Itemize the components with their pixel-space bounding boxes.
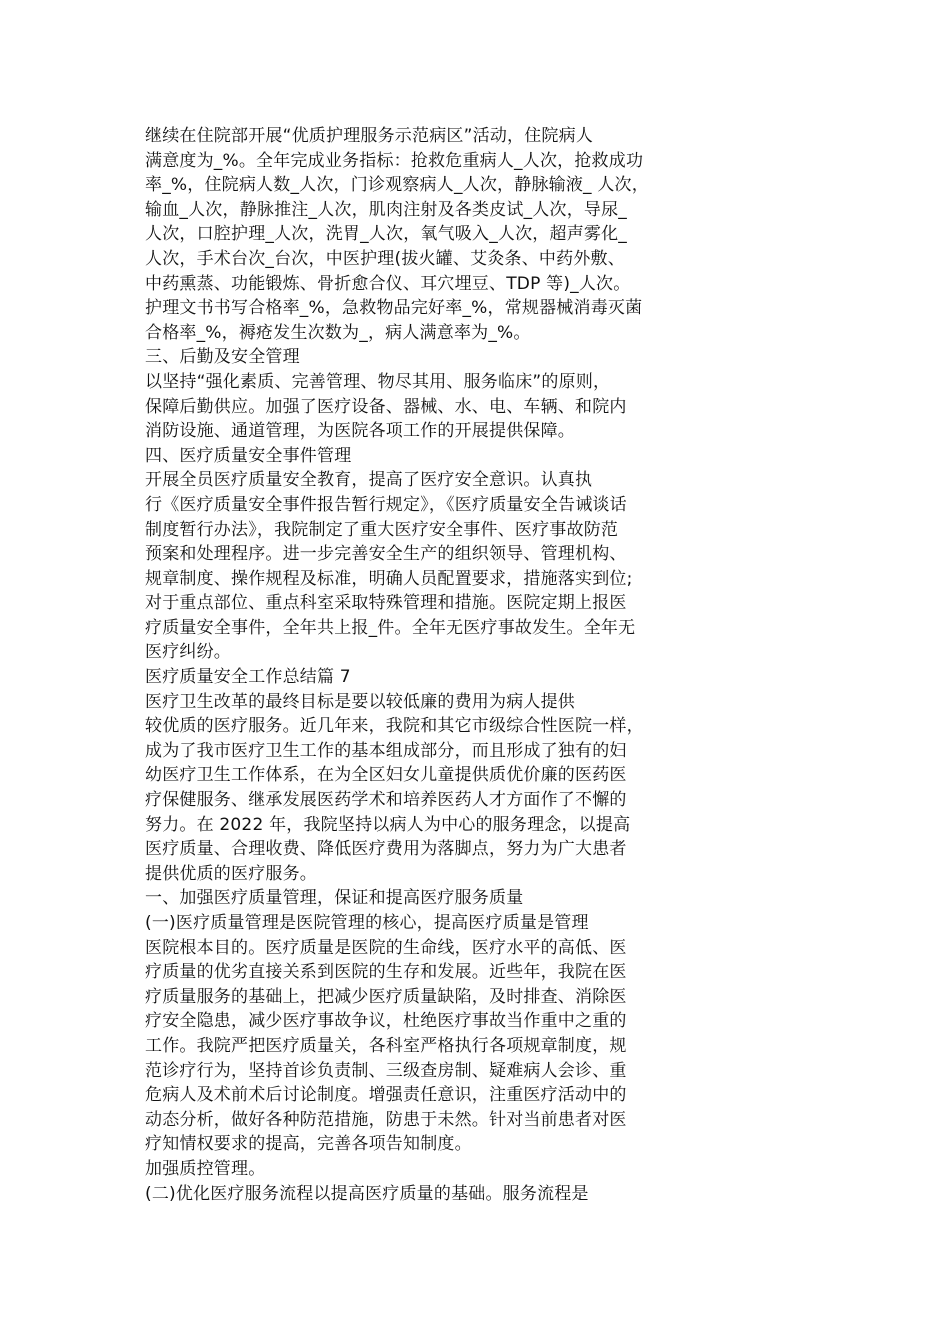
text-line: 对于重点部位、重点科室采取特殊管理和措施。医院定期上报医 (145, 593, 627, 614)
text-line: 中药熏蒸、功能锻炼、骨折愈合仪、耳穴埋豆、TDP 等)_人次。 (145, 273, 631, 294)
text-line: 护理文书书写合格率_%，急救物品完好率_%，常规器械消毒灭菌 (145, 298, 643, 319)
text-line: 保障后勤供应。加强了医疗设备、器械、水、电、车辆、和院内 (145, 396, 627, 417)
text-line: 人次，手术台次_台次，中医护理(拔火罐、艾灸条、中药外敷、 (145, 248, 625, 269)
text-line: 医疗质量、合理收费、降低医疗费用为落脚点，努力为广大患者 (145, 839, 627, 860)
text-line: 满意度为_%。全年完成业务指标：抢救危重病人_人次，抢救成功 (145, 150, 644, 171)
text-line: 率_%，住院病人数_人次，门诊观察病人_人次，静脉输液_ 人次， (145, 175, 649, 196)
text-line: 人次，口腔护理_人次，洗胃_人次，氧气吸入_人次，超声雾化_ (145, 224, 627, 245)
text-line: 规章制度、操作规程及标准，明确人员配置要求，措施落实到位; (145, 568, 633, 589)
text-line: 成为了我市医疗卫生工作的基本组成部分，而且形成了独有的妇 (145, 740, 627, 761)
text-line: (二)优化医疗服务流程以提高医疗质量的基础。服务流程是 (145, 1183, 589, 1204)
text-line: 开展全员医疗质量安全教育，提高了医疗安全意识。认真执 (145, 470, 593, 491)
text-line: 疗保健服务、继承发展医药学术和培养医药人才方面作了不懈的 (145, 790, 627, 811)
text-line: 幼医疗卫生工作体系，在为全区妇女儿童提供质优价廉的医药医 (145, 765, 627, 786)
article-title: 医疗质量安全工作总结篇 7 (145, 667, 351, 688)
text-line: 医疗卫生改革的最终目标是要以较低廉的费用为病人提供 (145, 691, 575, 712)
section-heading: 一、加强医疗质量管理，保证和提高医疗服务质量 (145, 888, 524, 909)
section-heading: 三、后勤及安全管理 (145, 347, 300, 368)
text-line: 输血_人次，静脉推注_人次，肌肉注射及各类皮试_人次，导尿_ (145, 199, 627, 220)
text-line: 较优质的医疗服务。近几年来，我院和其它市级综合性医院一样， (145, 716, 644, 737)
text-line: 危病人及术前术后讨论制度。增强责任意识，注重医疗活动中的 (145, 1085, 627, 1106)
text-line: 疗知情权要求的提高，完善各项告知制度。 (145, 1134, 472, 1155)
text-line: 疗质量安全事件，全年共上报_件。全年无医疗事故发生。全年无 (145, 617, 636, 638)
text-line: 疗质量的优劣直接关系到医院的生存和发展。近些年，我院在医 (145, 962, 627, 983)
text-line: 以坚持“强化素质、完善管理、物尽其用、服务临床”的原则， (145, 371, 611, 392)
text-line: 医疗纠纷。 (145, 642, 231, 663)
text-line: 行《医疗质量安全事件报告暂行规定》，《医疗质量安全告诫谈话 (145, 494, 627, 515)
text-line: 合格率_%，褥疮发生次数为_，病人满意率为_%。 (145, 322, 531, 343)
text-line: 制度暂行办法》，我院制定了重大医疗安全事件、医疗事故防范 (145, 519, 619, 540)
text-line: 工作。我院严把医疗质量关，各科室严格执行各项规章制度，规 (145, 1035, 627, 1056)
text-line: 疗安全隐患，减少医疗事故争议，杜绝医疗事故当作重中之重的 (145, 1011, 627, 1032)
text-line: 预案和处理程序。进一步完善安全生产的组织领导、管理机构、 (145, 544, 627, 565)
text-line: 医院根本目的。医疗质量是医院的生命线，医疗水平的高低、医 (145, 937, 627, 958)
text-line: 加强质控管理。 (145, 1158, 266, 1179)
text-line: 继续在住院部开展“优质护理服务示范病区”活动，住院病人 (145, 126, 594, 146)
text-line: (一)医疗质量管理是医院管理的核心，提高医疗质量是管理 (145, 913, 589, 933)
section-heading: 四、医疗质量安全事件管理 (145, 445, 352, 466)
text-line: 范诊疗行为，坚持首诊负责制、三级查房制、疑难病人会诊、重 (145, 1060, 627, 1081)
document-body (145, 124, 715, 1206)
text-line: 疗质量服务的基础上，把减少医疗质量缺陷，及时排查、消除医 (145, 986, 627, 1007)
text-line: 努力。在 2022 年，我院坚持以病人为中心的服务理念，以提高 (145, 814, 631, 835)
text-line: 提供优质的医疗服务。 (145, 863, 317, 884)
text-line: 动态分析，做好各种防范措施，防患于未然。针对当前患者对医 (145, 1109, 627, 1130)
text-line: 消防设施、通道管理，为医院各项工作的开展提供保障。 (145, 421, 575, 442)
